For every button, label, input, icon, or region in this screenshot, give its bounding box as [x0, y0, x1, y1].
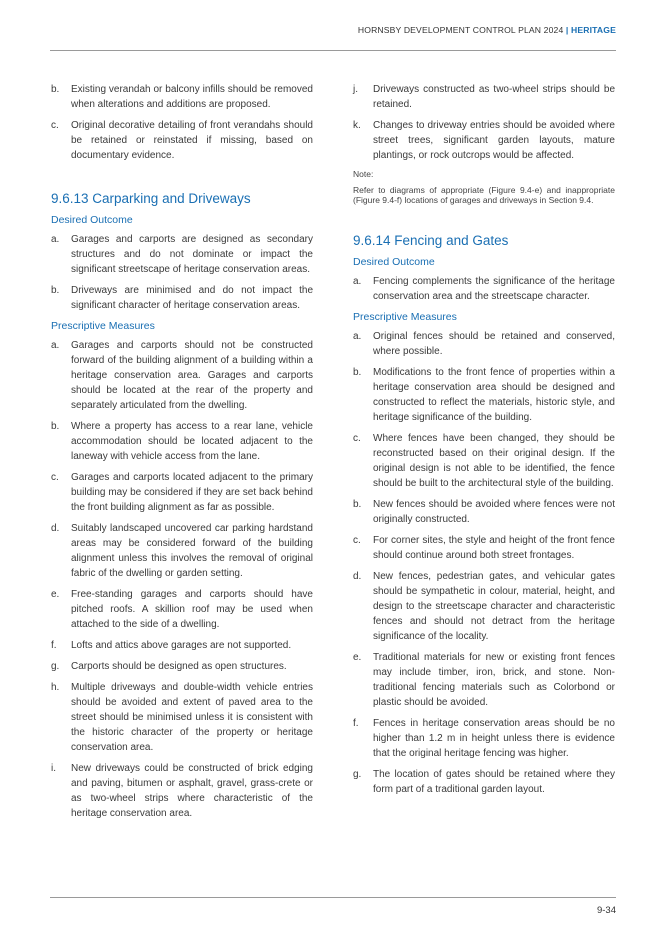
list-marker: e.	[51, 589, 60, 600]
header-rule	[50, 50, 616, 51]
list-marker: a.	[51, 234, 60, 245]
list-item	[353, 82, 615, 112]
list-item	[51, 587, 313, 632]
list-item	[353, 118, 615, 163]
footer-rule	[50, 897, 616, 898]
list-item	[353, 431, 615, 491]
list-item	[353, 365, 615, 425]
list-item	[51, 680, 313, 755]
list-marker: f.	[353, 717, 359, 729]
list-text: Fences in heritage conservation areas should be no higher than 1.2 m in height unless there is evidence that the original heritage fencing was higher.	[373, 717, 615, 759]
list-item	[353, 533, 615, 563]
list-item	[51, 761, 313, 821]
list-item	[51, 338, 313, 413]
list-text: Garages and carports located adjacent to the primary building may be considered if they are set back behind the front building alignment as far as possible.	[71, 472, 313, 513]
list-item	[51, 82, 313, 112]
list-marker: g.	[51, 661, 60, 672]
list-item	[51, 118, 313, 163]
list-item	[353, 569, 615, 644]
list-item	[353, 716, 615, 761]
list-item	[51, 470, 313, 515]
list-marker: a.	[353, 330, 362, 342]
section-heading-9-6-13: 9.6.13 Carparking and Driveways	[51, 191, 251, 206]
list-text: The location of gates should be retained where they form part of a traditional garden layout.	[373, 768, 615, 795]
list-item	[51, 283, 313, 313]
list-text: Modifications to the front fence of properties within a heritage conservation area should be designed and constructed to reflect the materials, historic style, and heritage significance of the building.	[373, 366, 615, 423]
list-marker: f.	[51, 640, 57, 651]
measures-list	[51, 338, 313, 821]
list-marker: g.	[353, 768, 362, 780]
page-number: 9-34	[596, 905, 616, 916]
list-marker: b.	[353, 366, 362, 378]
prescriptive-measures-heading: Prescriptive Measures	[51, 320, 155, 332]
measures-list	[353, 329, 615, 797]
list-item	[353, 650, 615, 710]
list-text: Garages and carports are designed as secondary structures and do not dominate or impact the significant streetscape of heritage conservation areas.	[71, 234, 313, 275]
list-marker: c.	[353, 534, 361, 546]
list-text: Traditional materials for new or existing front fences may include timber, iron, brick, and stone. Non-traditional fencing materials such as Colorbond or plastic should be avoided.	[373, 651, 615, 708]
list-text: Where a property has access to a rear lane, vehicle accommodation should be located adjacent to the laneway with vehicle access from the lane.	[71, 421, 313, 462]
list-text: For corner sites, the style and height of the front fence should continue around both street frontages.	[373, 534, 615, 561]
list-text: Changes to driveway entries should be avoided where street trees, significant garden layouts, mature plantings, or rock outcrops would be affected.	[373, 120, 615, 161]
list-text: Lofts and attics above garages are not supported.	[71, 640, 292, 651]
header-section: HERITAGE	[571, 25, 616, 35]
outcome-list	[51, 232, 313, 313]
list-item	[51, 232, 313, 277]
continued-measures-list	[353, 82, 615, 163]
list-item	[51, 659, 313, 674]
list-marker: b.	[51, 285, 60, 296]
header-doc-title: HORNSBY DEVELOPMENT CONTROL PLAN 2024	[357, 25, 564, 35]
list-marker: c.	[353, 432, 361, 444]
section-heading-9-6-14: 9.6.14 Fencing and Gates	[353, 232, 509, 248]
list-marker: d.	[51, 523, 60, 534]
list-item	[51, 521, 313, 581]
list-text: Fencing complements the significance of the heritage conservation area and the streetscape character.	[373, 275, 615, 302]
list-marker: e.	[353, 651, 362, 663]
list-text: New driveways could be constructed of brick edging and paving, bitumen or asphalt, gravel, grass-crete or as two-wheel strips where characteristic of the heritage conservation area.	[71, 763, 313, 819]
list-item	[353, 767, 615, 797]
outcome-list	[353, 274, 615, 304]
list-text: Original fences should be retained and conserved, where possible.	[373, 330, 615, 357]
list-item	[51, 638, 313, 653]
intro-list	[51, 82, 313, 163]
left-column	[51, 82, 313, 827]
desired-outcome-heading: Desired Outcome	[51, 214, 133, 226]
list-text: Driveways constructed as two-wheel strips should be retained.	[373, 84, 615, 110]
list-marker: k.	[353, 120, 361, 131]
list-text: Garages and carports should not be constructed forward of the building alignment of a building within a heritage conservation area. Garages and carports should be located at the rear of the property and separately articulated from the dwelling.	[71, 340, 313, 411]
note-label: Note:	[353, 169, 374, 179]
list-item	[353, 497, 615, 527]
list-item	[353, 274, 615, 304]
list-text: New fences should be avoided where fences were not originally constructed.	[373, 498, 615, 525]
list-marker: c.	[51, 120, 59, 131]
list-text: Where fences have been changed, they should be reconstructed based on their original design. If the original design is not able to be identified, the fence should be built to the architectural style of the building.	[373, 432, 615, 489]
list-marker: a.	[353, 275, 362, 287]
desired-outcome-heading: Desired Outcome	[353, 255, 435, 268]
list-marker: b.	[51, 84, 60, 95]
list-text: Multiple driveways and double-width vehicle entries should be avoided and extent of paved area to the street should be minimised unless it is consistent with the historic character of the property or heritage conservation area.	[71, 682, 313, 753]
header-separator: |	[563, 25, 572, 35]
list-marker: i.	[51, 763, 56, 774]
list-text: New fences, pedestrian gates, and vehicular gates should be sympathetic in colour, material, height, and design to the streetscape character and characteristic fences and should not detract from the heritage significance of the locality.	[373, 570, 615, 642]
list-text: Existing verandah or balcony infills should be removed when alterations and additions are proposed.	[71, 84, 313, 110]
list-text: Carports should be designed as open structures.	[71, 661, 287, 672]
running-header	[358, 25, 616, 35]
list-item	[51, 419, 313, 464]
list-marker: c.	[51, 472, 59, 483]
right-column	[353, 82, 615, 803]
list-text: Driveways are minimised and do not impact the significant character of heritage conservation areas.	[71, 285, 313, 311]
list-marker: a.	[51, 340, 60, 351]
list-marker: h.	[51, 682, 60, 693]
prescriptive-measures-heading: Prescriptive Measures	[353, 310, 457, 323]
list-text: Free-standing garages and carports should have pitched roofs. A skillion roof may be used when attached to the side of a dwelling.	[71, 589, 313, 630]
list-text: Original decorative detailing of front verandahs should be retained or reinstated if missing, based on documentary evidence.	[71, 120, 313, 161]
list-marker: d.	[353, 570, 362, 582]
note-text: Refer to diagrams of appropriate (Figure 9.4-e) and inappropriate (Figure 9.4-f) locations of garages and driveways in Section 9.4.	[353, 184, 615, 205]
list-item	[353, 329, 615, 359]
list-text: Suitably landscaped uncovered car parking hardstand areas may be considered forward of the building alignment unless this involves the removal of original fabric of the dwelling or garden setting.	[71, 523, 313, 579]
list-marker: j.	[353, 84, 358, 95]
list-marker: b.	[51, 421, 60, 432]
list-marker: b.	[353, 498, 362, 510]
